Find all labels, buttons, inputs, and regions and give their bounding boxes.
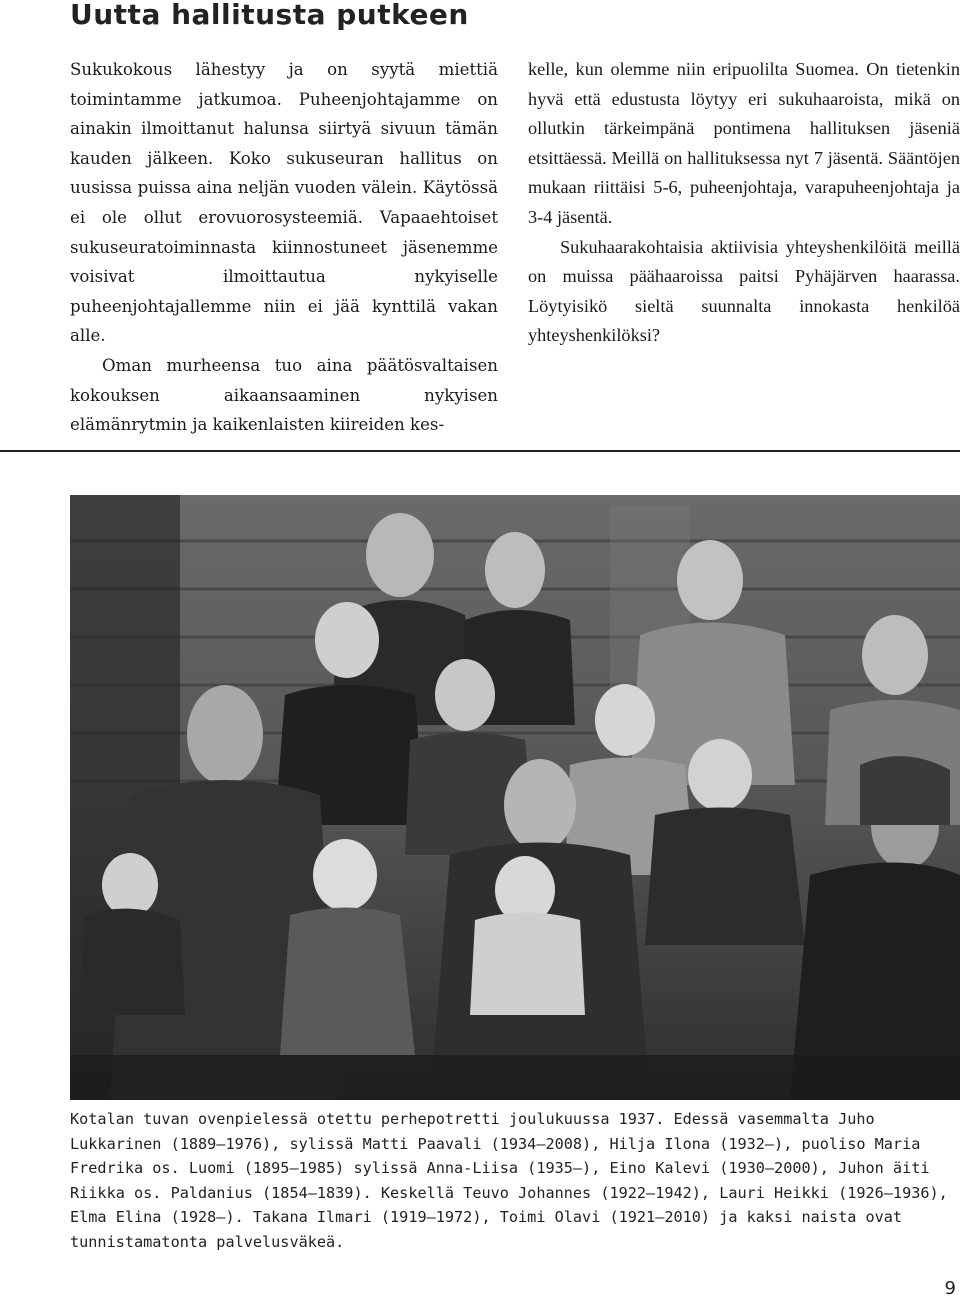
paragraph: Sukukokous lähestyy ja on syytä miettiä toimintamme jatkumoa. Puheenjohtajamme on ainakin ilmoittanut halunsa siirtyä sivuun tämän kauden jälkeen. Koko sukuseuran hallitus on uusissa puissa aina neljän vuoden välein. Käytössä ei ole ollut erovuorosysteemiä. Vapaaehtoiset sukuseuratoiminnasta kiinnostuneet jäsenemme voisivat ilmoittautua nykyiselle puheenjohtajallemme niin ei jää kynttilä vakan alle. [70, 60, 498, 346]
right-text-column [528, 55, 960, 351]
paragraph: Oman murheensa tuo aina päätösvaltaisen kokouksen aikaansaaminen nykyisen elämänrytmin ja kaikenlaisten kiireiden kes- [70, 355, 498, 435]
family-photograph [70, 495, 960, 1100]
paragraph: Sukuhaarakohtaisia aktiivisia yhteyshenkilöitä meillä on muissa päähaaroissa paitsi Pyhäjärven haarassa. Löytyisikö sieltä suunnalta innokasta henkilöä yhteyshenkilöksi? [528, 236, 960, 346]
page-number: 9 [944, 1278, 956, 1299]
photo-caption: Kotalan tuvan ovenpielessä otettu perhepotretti joulukuussa 1937. Edessä vasemmalta Juho Lukkarinen (1889–1976), sylissä Matti Paavali (1934–2008), Hilja Ilona (1932–), puoliso Maria Fredrika os. Luomi (1895–1985) sylissä Anna-Liisa (1935–), Eino Kalevi (1930–2000), Juhon äiti Riikka os. Paldanius (1854–1839). Keskellä Teuvo Johannes (1922–1942), Lauri Heikki (1926–1936), Elma Elina (1928–). Takana Ilmari (1919–1972), Toimi Olavi (1921–2010) ja kaksi naista ovat tunnistamatonta palvelusväkeä. [70, 1110, 948, 1251]
left-text-column [70, 55, 498, 440]
section-divider [0, 450, 960, 452]
page-title: Uutta hallitusta putkeen [70, 0, 469, 31]
paragraph: kelle, kun olemme niin eripuolilta Suomea. On tietenkin hyvä että edustusta löytyy eri sukuhaaroista, mikä on ollutkin tärkeimpänä pontimena hallituksen jäseniä etsittäessä. Meillä on hallituksessa nyt 7 jäsentä. Sääntöjen mukaan riittäisi 5-6, puheenjohtaja, varapuheenjohtaja ja 3-4 jäsentä. [528, 59, 960, 227]
